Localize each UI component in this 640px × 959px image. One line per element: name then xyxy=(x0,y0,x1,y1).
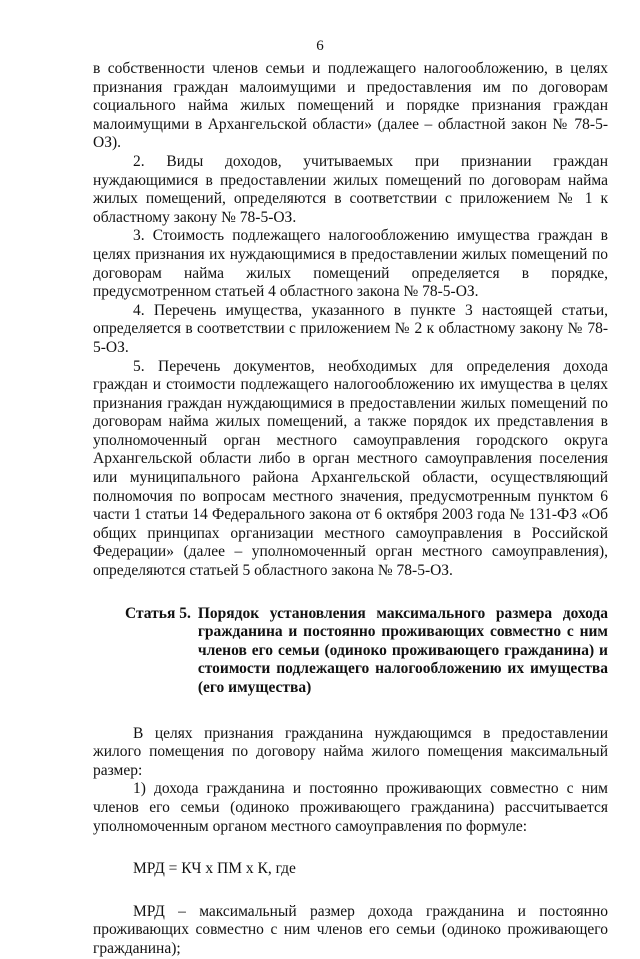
paragraph-article-intro: В целях признания гражданина нуждающимся в предоставлении жилого помещения по договору найма жилого помещения максимальный размер: xyxy=(93,724,608,779)
paragraph-continuation: в собственности членов семьи и подлежащего налогообложению, в целях признания граждан малоимущими и предоставления им по договорам социального найма жилых помещений и порядке признания граждан малоимущими в Архангельской области» (далее – областной закон № 78-5-ОЗ). xyxy=(93,60,608,152)
article-heading xyxy=(125,605,608,698)
paragraph-item-1-income: 1) дохода гражданина и постоянно проживающих совместно с ним членов его семьи (одиноко проживающего гражданина) рассчитывается уполномоченным органом местного самоуправления по формуле: xyxy=(93,780,608,835)
article-label: Статья 5. xyxy=(125,604,191,622)
paragraph-definition-mrd: МРД – максимальный размер дохода гражданина и постоянно проживающих совместно с ним членов его семьи (одиноко проживающего гражданина); xyxy=(93,902,608,957)
paragraph-item-3: 3. Стоимость подлежащего налогообложению имущества граждан в целях признания их нуждающимися в предоставлении жилых помещений по договорам найма жилых помещений определяется в порядке, предусмотренном статьей 4 областного закона № 78-5-ОЗ. xyxy=(93,227,608,301)
paragraph-item-2: 2. Виды доходов, учитываемых при признании граждан нуждающимися в предоставлении жилых помещений по договорам найма жилых помещений, определяются в соответствии с приложением № 1 к областному закону № 78-5-ОЗ. xyxy=(93,152,608,226)
document-body xyxy=(93,60,608,959)
page-number: 6 xyxy=(316,38,324,54)
article-title: Порядок установления максимального размера дохода гражданина и постоянно проживающих совместно с ним членов его семьи (одиноко проживающего гражданина) и стоимости подлежащего налогообложению их имущества (его имущества) xyxy=(197,604,608,696)
paragraph-item-5: 5. Перечень документов, необходимых для определения дохода граждан и стоимости подлежащего налогообложению их имущества в целях признания граждан нуждающимися в предоставлении жилых помещений по договорам найма жилых помещений, а также порядок их представления в уполномоченный орган местного самоуправления городского округа Архангельской области либо в орган местного самоуправления поселения или муниципального района Архангельской области, осуществляющий полномочия по вопросам местного значения, предусмотренным пунктом 6 части 1 статьи 14 Федерального закона от 6 октября 2003 года № 131-ФЗ «Об общих принципах организации местного самоуправления в Российской Федерации» (далее – уполномоченный орган местного самоуправления), определяются статьей 5 областного закона № 78-5-ОЗ. xyxy=(93,357,608,580)
paragraph-item-4: 4. Перечень имущества, указанного в пункте 3 настоящей статьи, определяется в соответствии с приложением № 2 к областному закону № 78-5-ОЗ. xyxy=(93,301,608,356)
formula: МРД = КЧ х ПМ х К, где xyxy=(133,860,296,878)
